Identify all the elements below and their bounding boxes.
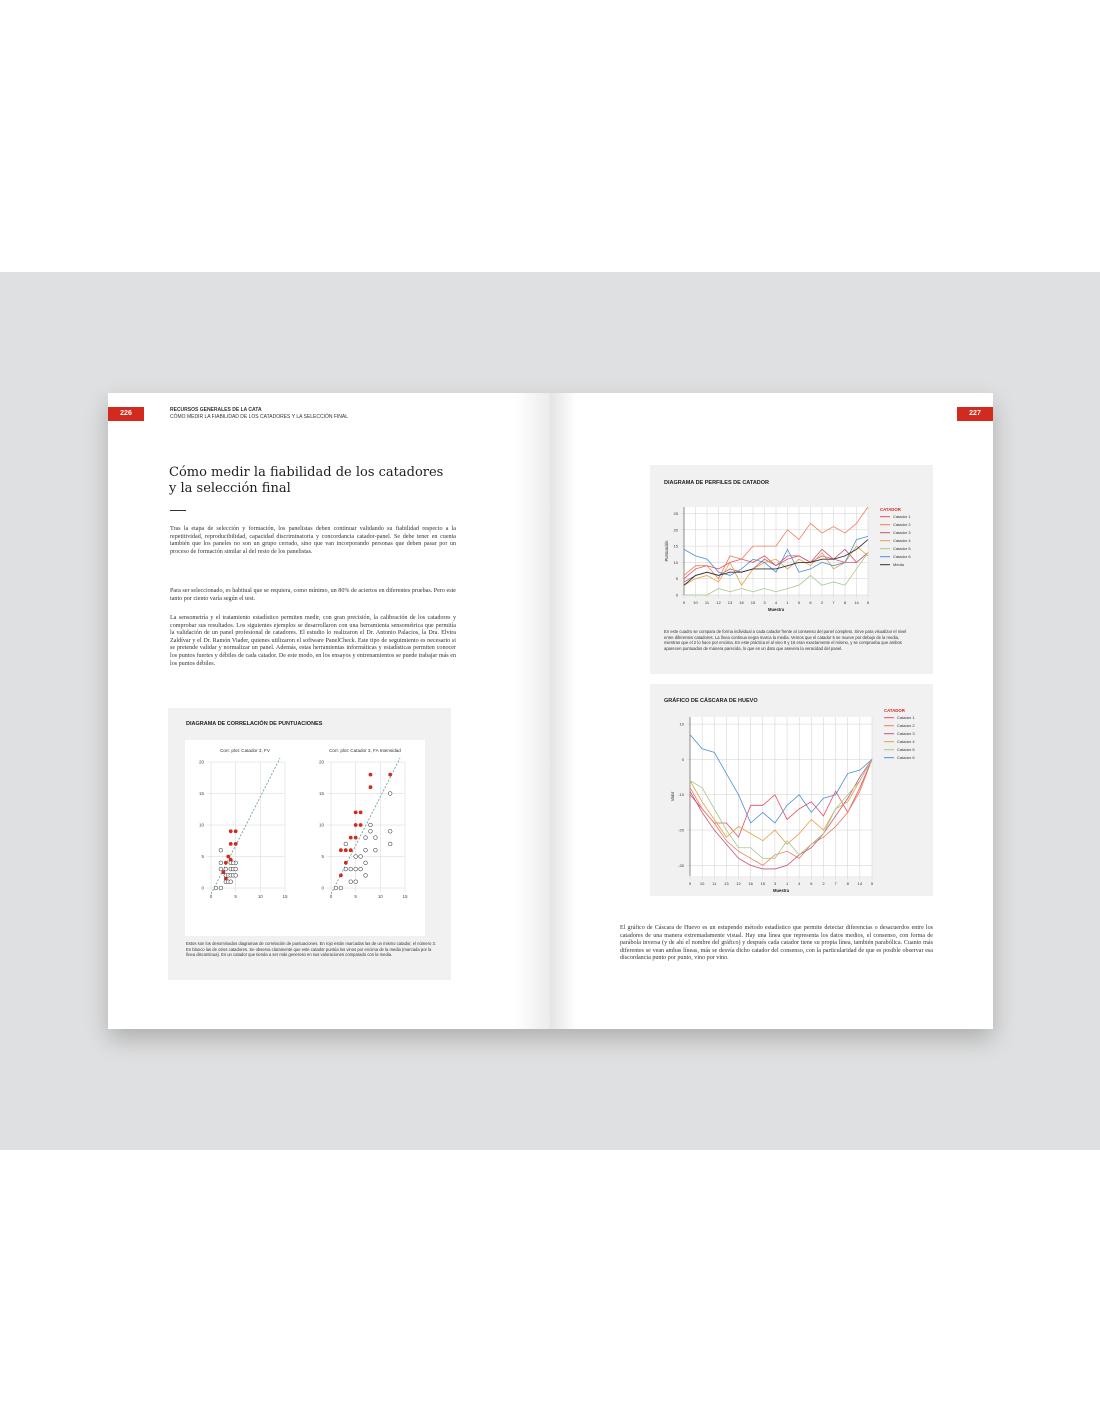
x-tick-label: 3 xyxy=(773,881,777,886)
profile-chart xyxy=(650,465,933,627)
page-number-left: 226 xyxy=(108,407,144,421)
eggshell-chart xyxy=(650,684,933,896)
corr-point-catador3 xyxy=(388,773,392,777)
x-tick-label: 15 xyxy=(750,600,756,605)
x-tick-label: 6 xyxy=(810,881,813,886)
corr-x-tick-label: 10 xyxy=(377,894,383,899)
x-tick-label: 16 xyxy=(748,881,753,886)
corr-point-catador3 xyxy=(224,861,228,865)
corr-x-tick-label: 0 xyxy=(329,894,333,899)
corr-point-other xyxy=(364,861,368,865)
x-tick-label: 8 xyxy=(846,881,849,886)
corr-point-other xyxy=(374,848,378,852)
correlation-plots-frame xyxy=(185,740,425,936)
x-tick-label: 1 xyxy=(786,600,789,605)
corr-point-other xyxy=(354,867,358,871)
y-tick-label: 25 xyxy=(673,511,678,517)
corr-point-other xyxy=(388,842,392,846)
paragraph-2: Para ser seleccionado, es habitual que se requiera, como mínimo, un 80% de aciertos en diferentes pruebas. Pero este tanto por ciento varía según el test. xyxy=(170,588,456,602)
corr-point-other xyxy=(224,867,228,871)
correlation-plots xyxy=(185,740,425,936)
corr-point-other xyxy=(219,861,223,865)
corr-point-other xyxy=(229,880,233,884)
legend-entry: Catador 6 xyxy=(893,554,911,559)
corr-y-tick-label: 0 xyxy=(321,885,324,891)
x-tick-label: 15 xyxy=(760,881,766,886)
corr-point-other xyxy=(219,886,223,890)
x-tick-label: 13 xyxy=(727,600,733,605)
y-tick-label: 0 xyxy=(681,756,684,762)
x-tick-label: 10 xyxy=(693,600,698,605)
corr-point-other xyxy=(369,829,373,833)
corr-point-other xyxy=(219,867,223,871)
x-tick-label: 9 xyxy=(682,600,686,605)
x-tick-label: 10 xyxy=(699,881,705,886)
corr-point-other xyxy=(354,855,358,859)
y-tick-label: 10 xyxy=(679,721,684,727)
eggshell-figure-title: GRÁFICO DE CÁSCARA DE HUEVO xyxy=(664,698,758,704)
corr-point-other xyxy=(388,829,392,833)
corr-plot-2-title: Corr. plot: Catador 3, FA Intensidad xyxy=(329,748,401,753)
legend-entry: Catador 3 xyxy=(897,731,915,736)
page-title xyxy=(169,465,469,497)
x-tick-label: 14 xyxy=(854,600,859,605)
x-tick-label: 8 xyxy=(843,600,847,605)
corr-point-other xyxy=(374,836,378,840)
x-tick-label: 12 xyxy=(716,600,721,605)
corr-point-catador3 xyxy=(339,874,343,878)
corr-point-catador3 xyxy=(354,836,358,840)
corr-point-other xyxy=(349,880,353,884)
running-head-section: RECURSOS GENERALES DE LA CATA xyxy=(170,407,262,413)
corr-point-catador3 xyxy=(354,823,358,827)
corr-point-catador3 xyxy=(344,861,348,865)
y-tick-label: 10 xyxy=(673,559,678,565)
corr-point-catador3 xyxy=(234,829,238,833)
paragraph-3: La sensometría y el tratamiento estadístico permiten medir, con gran precisión, la calibración de los catadores y comprobar sus resultados. Los siguientes ejemplos se desarrollaron con una herramienta sensométrica que permitía la validación de un panel profesional de catadores. El estudio lo realizaron el Dr. Antonio Palacios, la Dra. Elvira Zaldívar y el Dr. Ramón Viader, quienes utilizaron el software PanelCheck. Este tipo de seguimiento es necesario si se pretende validar y normalizar un panel. Además, estas herramientas informáticas y estadísticas permiten conocer los puntos fuertes y débiles de cada catador. De este modo, en los ensayos y entrenamientos se puede trabajar más en los puntos débiles. xyxy=(170,615,456,667)
x-tick-label: 2 xyxy=(820,600,824,605)
corr-point-other xyxy=(359,855,363,859)
corr-point-other xyxy=(354,880,358,884)
legend-entry: Media xyxy=(893,562,904,567)
corr-plot-1-title: Corr. plot: Catador 3, FV xyxy=(220,748,270,753)
corr-point-other xyxy=(344,842,348,846)
corr-point-other xyxy=(339,886,343,890)
corr-point-other xyxy=(364,848,368,852)
corr-point-other xyxy=(334,886,338,890)
legend-entry: Catador 2 xyxy=(893,522,911,527)
corr-reference-line xyxy=(211,758,280,894)
legend-title: CATADOR xyxy=(884,708,905,713)
legend-title: CATADOR xyxy=(880,507,901,512)
corr-y-tick-label: 20 xyxy=(318,759,324,765)
x-axis-label: Muestra xyxy=(772,888,790,893)
correlation-figure-panel xyxy=(168,708,451,980)
y-tick-label: 20 xyxy=(673,527,678,533)
corr-point-catador3 xyxy=(229,829,233,833)
corr-point-other xyxy=(364,836,368,840)
corr-x-tick-label: 15 xyxy=(402,894,408,899)
page-title-line-1: Cómo medir la fiabilidad de los catadores xyxy=(169,465,444,480)
x-tick-label: 13 xyxy=(724,881,729,886)
corr-point-other xyxy=(219,848,223,852)
legend-entry: Catador 4 xyxy=(897,739,915,744)
paragraph-1: Tras la etapa de selección y formación, los panelistas deben continuar validando su fiabilidad respecto a la repetitividad, reproducibilidad, capacidad discriminatoria y concordancia catador-panel. Se debe tener en cuenta también que los paneles no son un grupo cerrado, sino que van incorporando personas que deben pasar por un proceso de formación similar al del resto de los panelistas. xyxy=(170,526,456,555)
corr-point-other xyxy=(388,792,392,796)
corr-y-tick-label: 10 xyxy=(318,822,324,828)
legend-entry: Catador 5 xyxy=(893,546,911,551)
plot-area xyxy=(690,717,872,876)
corr-point-catador3 xyxy=(234,842,238,846)
running-head-chapter: CÓMO MEDIR LA FIABILIDAD DE LOS CATADORES Y LA SELECCIÓN FINAL xyxy=(170,414,349,420)
page-number-right: 227 xyxy=(957,407,993,421)
legend-entry: Catador 1 xyxy=(893,514,911,519)
page-title-line-2: y la selección final xyxy=(169,481,291,496)
legend-entry: Catador 1 xyxy=(897,715,915,720)
x-tick-label: 9 xyxy=(688,881,692,886)
y-tick-label: 15 xyxy=(673,543,678,549)
corr-point-catador3 xyxy=(359,811,363,815)
corr-point-other xyxy=(359,867,363,871)
x-tick-label: 11 xyxy=(704,600,710,605)
corr-point-catador3 xyxy=(354,811,358,815)
corr-x-tick-label: 15 xyxy=(282,894,288,899)
corr-point-catador3 xyxy=(349,836,353,840)
corr-x-tick-label: 0 xyxy=(209,894,213,899)
corr-point-other xyxy=(344,867,348,871)
x-tick-label: 16 xyxy=(739,600,744,605)
y-axis-label: Valor xyxy=(670,791,675,802)
x-tick-label: 12 xyxy=(736,881,741,886)
title-rule xyxy=(170,510,186,511)
corr-point-catador3 xyxy=(229,842,233,846)
x-tick-label: 14 xyxy=(857,881,863,886)
x-tick-label: 4 xyxy=(774,600,778,605)
x-tick-label: 5 xyxy=(870,881,874,886)
profile-figure-title: DIAGRAMA DE PERFILES DE CATADOR xyxy=(664,480,770,486)
x-tick-label: 7 xyxy=(832,600,835,605)
x-tick-label: 1 xyxy=(785,881,789,886)
legend-entry: Catador 3 xyxy=(893,530,911,535)
y-axis-label: Puntuación xyxy=(664,540,669,562)
x-tick-label: 4 xyxy=(798,881,801,886)
running-head xyxy=(170,407,348,421)
corr-y-tick-label: 15 xyxy=(318,791,324,796)
x-tick-label: 7 xyxy=(834,881,837,886)
corr-point-other xyxy=(234,867,238,871)
book-spread xyxy=(108,393,993,1029)
y-tick-label: 5 xyxy=(675,576,678,582)
corr-point-other xyxy=(234,874,238,878)
x-tick-label: 11 xyxy=(712,881,717,886)
x-tick-label: 6 xyxy=(809,600,812,605)
corr-point-catador3 xyxy=(344,848,348,852)
corr-x-tick-label: 5 xyxy=(234,894,237,899)
corr-point-other xyxy=(231,861,235,865)
y-tick-label: 0 xyxy=(675,592,678,598)
corr-y-tick-label: 5 xyxy=(321,854,324,859)
corr-point-other xyxy=(364,874,368,878)
corr-x-tick-label: 10 xyxy=(257,894,263,899)
corr-point-catador3 xyxy=(359,823,363,827)
x-tick-label: 2 xyxy=(822,881,825,886)
correlation-figure-caption: Estos son los denominados diagramas de correlación de puntuaciones. En rojo están marcadas las de un mismo catador, el número 3. En blanco las de otros catadores. Se observa claramente que este catador puntúa los vinos por encima de la media (marcada por la línea discontinua). Es un catador que tienda a ser más generoso en sus valoraciones comparado con la media. xyxy=(186,941,436,958)
y-tick-label: -10 xyxy=(678,792,684,798)
corr-y-tick-label: 20 xyxy=(198,759,204,765)
legend-entry: Catador 5 xyxy=(897,747,915,752)
legend-entry: Catador 4 xyxy=(893,538,911,543)
corr-y-tick-label: 0 xyxy=(201,885,204,891)
y-tick-label: -20 xyxy=(678,827,684,833)
corr-point-catador3 xyxy=(339,848,343,852)
corr-point-catador3 xyxy=(369,785,373,789)
corr-point-catador3 xyxy=(349,848,353,852)
legend-entry: Catador 6 xyxy=(897,755,915,760)
corr-y-tick-label: 15 xyxy=(198,791,204,796)
profile-figure-caption: En este cuadro se compara de forma individual a cada catador frente al consenso del panel completo. Sirve para visualizar el nivel entre diferentes catadores. La línea continua negra marca la media. Vemos que el catador 5 se mueve por debajo de la media, mientras que el 2 lo hace por encima. En este práctica el al vino 9 y 16 eran exactamente el mismo, y se comprueba que ambos aparecen puntuados de manera parecida, lo que es un dato que asevera la veracidad del panel. xyxy=(664,629,907,651)
left-page xyxy=(108,393,550,1029)
corr-point-other xyxy=(349,867,353,871)
corr-y-tick-label: 10 xyxy=(198,822,204,828)
legend-entry: Catador 2 xyxy=(897,723,915,728)
corr-point-other xyxy=(214,886,218,890)
corr-x-tick-label: 5 xyxy=(354,894,357,899)
eggshell-figure-panel xyxy=(650,684,933,896)
x-tick-label: 5 xyxy=(797,600,801,605)
profile-figure-panel xyxy=(650,465,933,674)
corr-point-other xyxy=(369,823,373,827)
correlation-figure-title: DIAGRAMA DE CORRELACIÓN DE PUNTUACIONES xyxy=(186,721,323,727)
corr-y-tick-label: 5 xyxy=(201,854,204,859)
x-tick-label: 5 xyxy=(866,600,870,605)
corr-point-catador3 xyxy=(369,773,373,777)
x-tick-label: 3 xyxy=(763,600,766,605)
corr-point-catador3 xyxy=(226,855,230,859)
y-tick-label: -30 xyxy=(678,862,684,868)
right-page xyxy=(550,393,993,1029)
eggshell-paragraph: El gráfico de Cáscara de Huevo es un estupendo método estadístico que permite detectar diferencias o desacuerdos entre los catadores de una manera extremadamente visual. Hay una línea que representa los datos medios, el consenso, con forma de parábola inversa (y de ahí el nombre del gráfico) y después cada catador tiene su propia línea, también parabólica. Cuanto más diferentes se vean ambas líneas, más se desvía dicho catador del consenso, con la particularidad de que es posible observar esa discordancia punto por punto, vino por vino. xyxy=(620,925,933,962)
x-axis-label: Muestra xyxy=(767,607,785,612)
